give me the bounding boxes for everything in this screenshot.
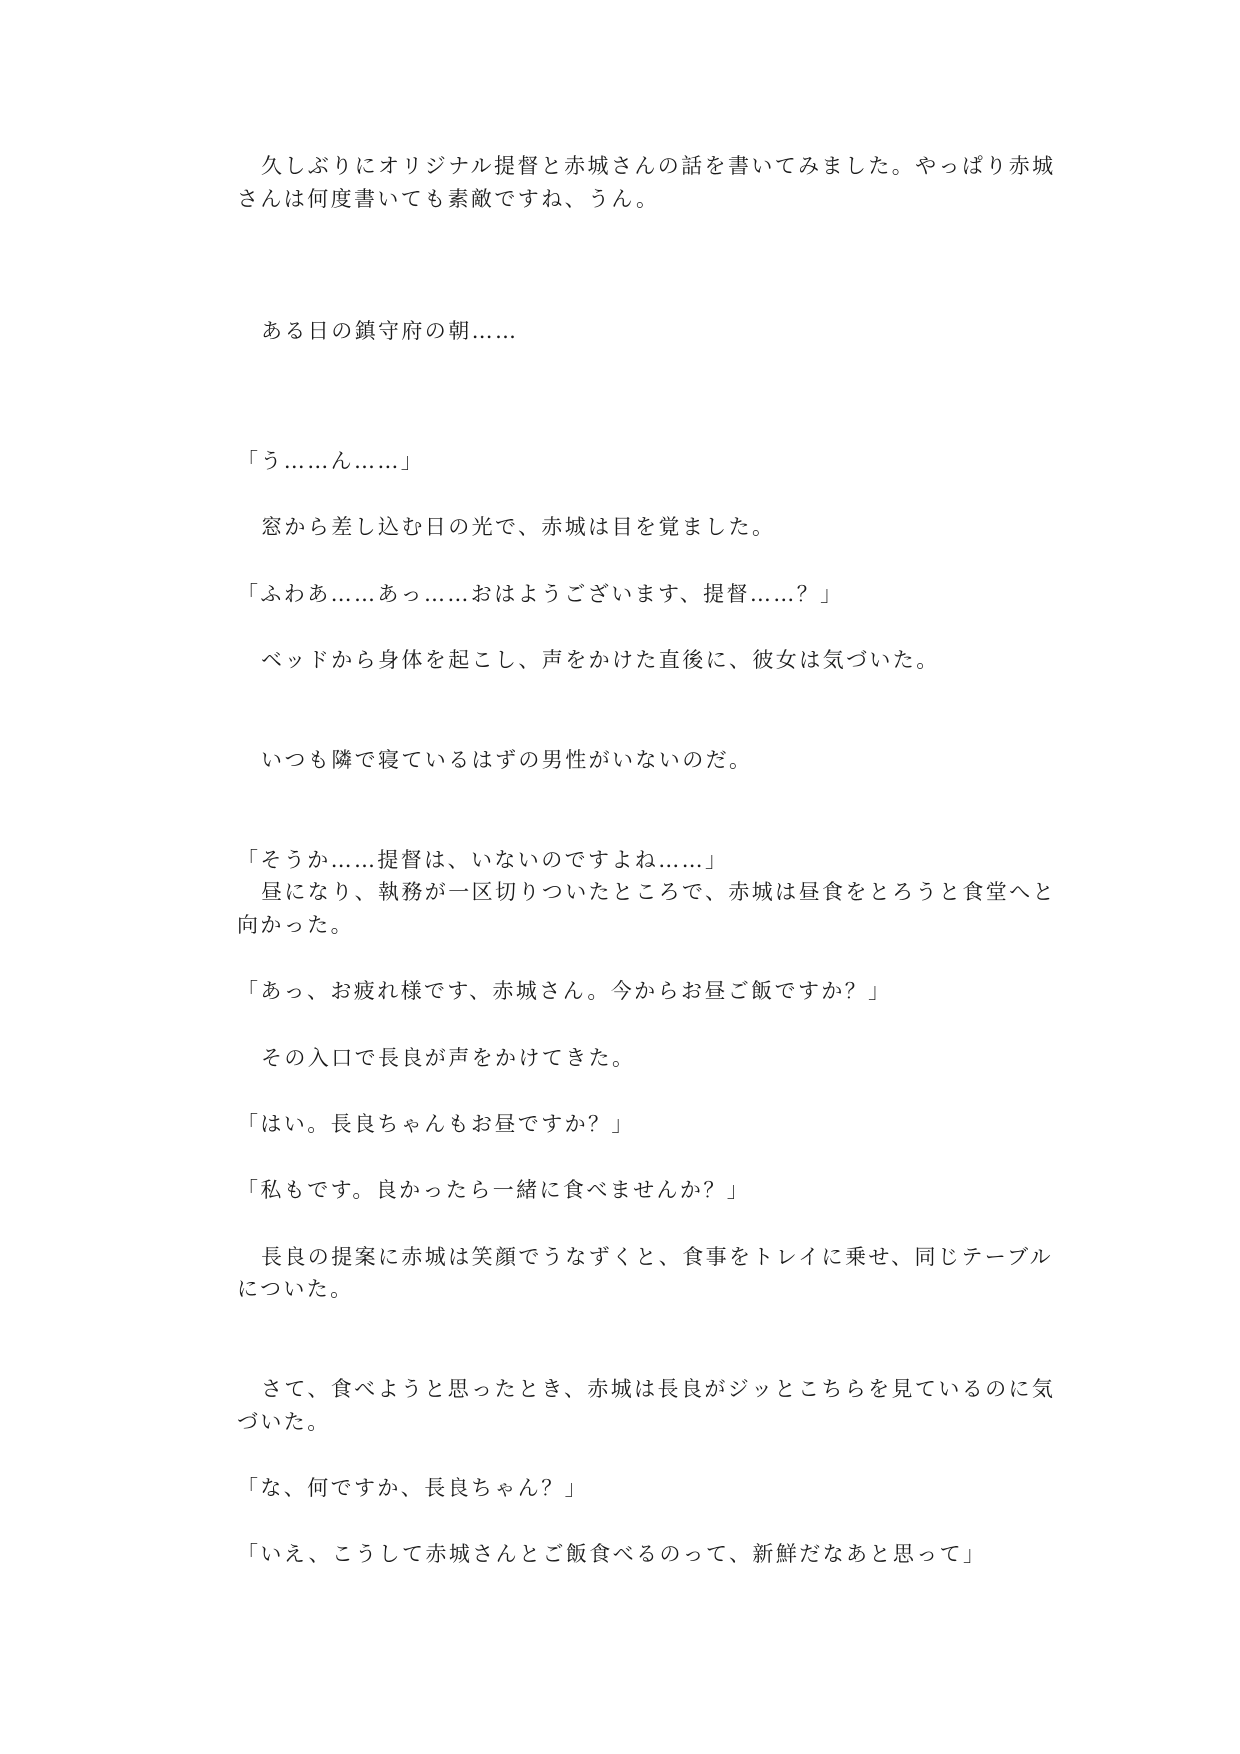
dialogue-line: 「はい。長良ちゃんもお昼ですか？」 <box>237 1112 635 1136</box>
paragraph-line: いつも隣で寝ているはずの男性がいないのだ。 <box>261 748 753 772</box>
paragraph-line: 向かった。 <box>237 913 354 937</box>
dialogue-line: 「そうか……提督は、いないのですよね……」 <box>237 848 729 872</box>
dialogue-line: 「あっ、お疲れ様です、赤城さん。今からお昼ご飯ですか？」 <box>237 979 892 1003</box>
paragraph-line: さんは何度書いても素敵ですね、うん。 <box>237 187 660 211</box>
paragraph-line: づいた。 <box>237 1410 331 1434</box>
paragraph-line: 昼になり、執務が一区切りついたところで、赤城は昼食をとろうと食堂へと <box>261 880 1056 904</box>
paragraph-line: その入口で長良が声をかけてきた。 <box>261 1046 636 1070</box>
paragraph-line: さて、食べようと思ったとき、赤城は長良がジッとこちらを見ているのに気 <box>261 1377 1056 1401</box>
paragraph-line: 窓から差し込む日の光で、赤城は目を覚ました。 <box>261 515 776 539</box>
dialogue-line: 「う……ん……」 <box>237 449 425 473</box>
dialogue-line: 「いえ、こうして赤城さんとご飯食べるのって、新鮮だなあと思って」 <box>237 1542 987 1566</box>
paragraph-line: ある日の鎮守府の朝…… <box>261 319 519 343</box>
dialogue-line: 「な、何ですか、長良ちゃん？」 <box>237 1476 588 1500</box>
paragraph-line: 久しぶりにオリジナル提督と赤城さんの話を書いてみました。やっぱり赤城 <box>261 154 1056 178</box>
dialogue-line: 「ふわあ……あっ……おはようございます、提督……？」 <box>237 582 844 606</box>
paragraph-line: についた。 <box>237 1277 354 1301</box>
paragraph-line: 長良の提案に赤城は笑顔でうなずくと、食事をトレイに乗せ、同じテーブル <box>261 1245 1054 1269</box>
dialogue-line: 「私もです。良かったら一緒に食べませんか？」 <box>237 1178 751 1202</box>
paragraph-line: ベッドから身体を起こし、声をかけた直後に、彼女は気づいた。 <box>261 648 940 672</box>
